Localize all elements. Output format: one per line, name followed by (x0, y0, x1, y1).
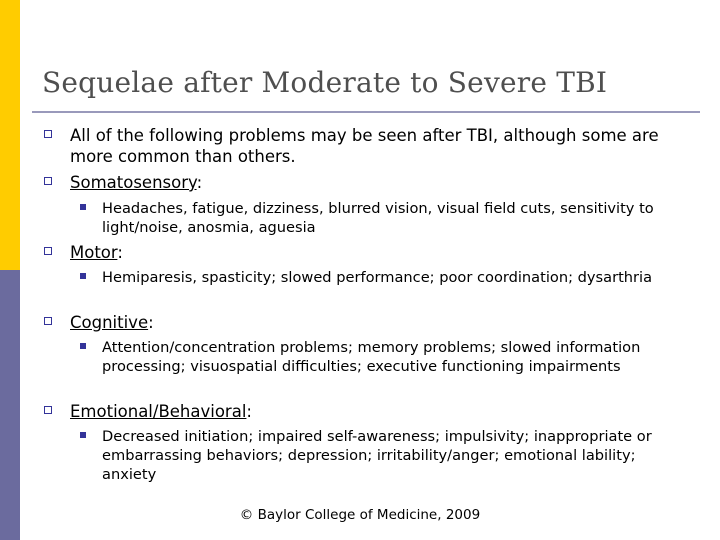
filled-square-bullet-icon (80, 204, 86, 210)
subbullet-somatosensory (80, 199, 680, 237)
heading-emotional-behavioral: Emotional/Behavioral (70, 402, 247, 421)
hollow-square-bullet-icon (44, 177, 52, 185)
detail-motor: Hemiparesis, spasticity; slowed performance; poor coordination; dysarthria (102, 269, 653, 286)
filled-square-bullet-icon (80, 273, 86, 279)
detail-cognitive: Attention/concentration problems; memory problems; slowed information processing; visuospatial difficulties; executive functioning impairments (102, 339, 641, 375)
heading-somatosensory: Somatosensory (70, 173, 197, 192)
slide-title: Sequelae after Moderate to Severe TBI (42, 66, 608, 99)
detail-emotional-behavioral: Decreased initiation; impaired self-awareness; impulsivity; inappropriate or embarrassing behaviors; depression; irritability/anger; emotional lability; anxiety (102, 428, 652, 483)
subbullet-emotional-behavioral (80, 427, 680, 484)
bullet-emotional-behavioral (44, 401, 684, 422)
subbullet-cognitive (80, 338, 680, 376)
hollow-square-bullet-icon (44, 130, 52, 138)
title-underline-divider (32, 111, 700, 113)
heading-cognitive: Cognitive (70, 313, 149, 332)
hollow-square-bullet-icon (44, 317, 52, 325)
heading-suffix: : (117, 243, 123, 262)
heading-suffix: : (246, 402, 252, 421)
sidebar-purple-band (0, 270, 20, 540)
sidebar-yellow-band (0, 0, 20, 270)
accent-sidebar (0, 0, 20, 540)
detail-somatosensory: Headaches, fatigue, dizziness, blurred vision, visual field cuts, sensitivity to light/noise, anosmia, aguesia (102, 200, 654, 236)
subbullet-motor (80, 268, 680, 287)
hollow-square-bullet-icon (44, 406, 52, 414)
copyright-footer: © Baylor College of Medicine, 2009 (239, 507, 481, 523)
heading-motor: Motor (70, 243, 118, 262)
bullet-intro-text: All of the following problems may be seen after TBI, although some are more common than others. (70, 126, 659, 166)
filled-square-bullet-icon (80, 343, 86, 349)
filled-square-bullet-icon (80, 432, 86, 438)
heading-suffix: : (148, 313, 154, 332)
bullet-cognitive (44, 312, 684, 333)
bullet-somatosensory (44, 172, 684, 193)
bullet-intro (44, 125, 684, 167)
hollow-square-bullet-icon (44, 247, 52, 255)
bullet-motor (44, 242, 684, 263)
heading-suffix: : (196, 173, 203, 192)
